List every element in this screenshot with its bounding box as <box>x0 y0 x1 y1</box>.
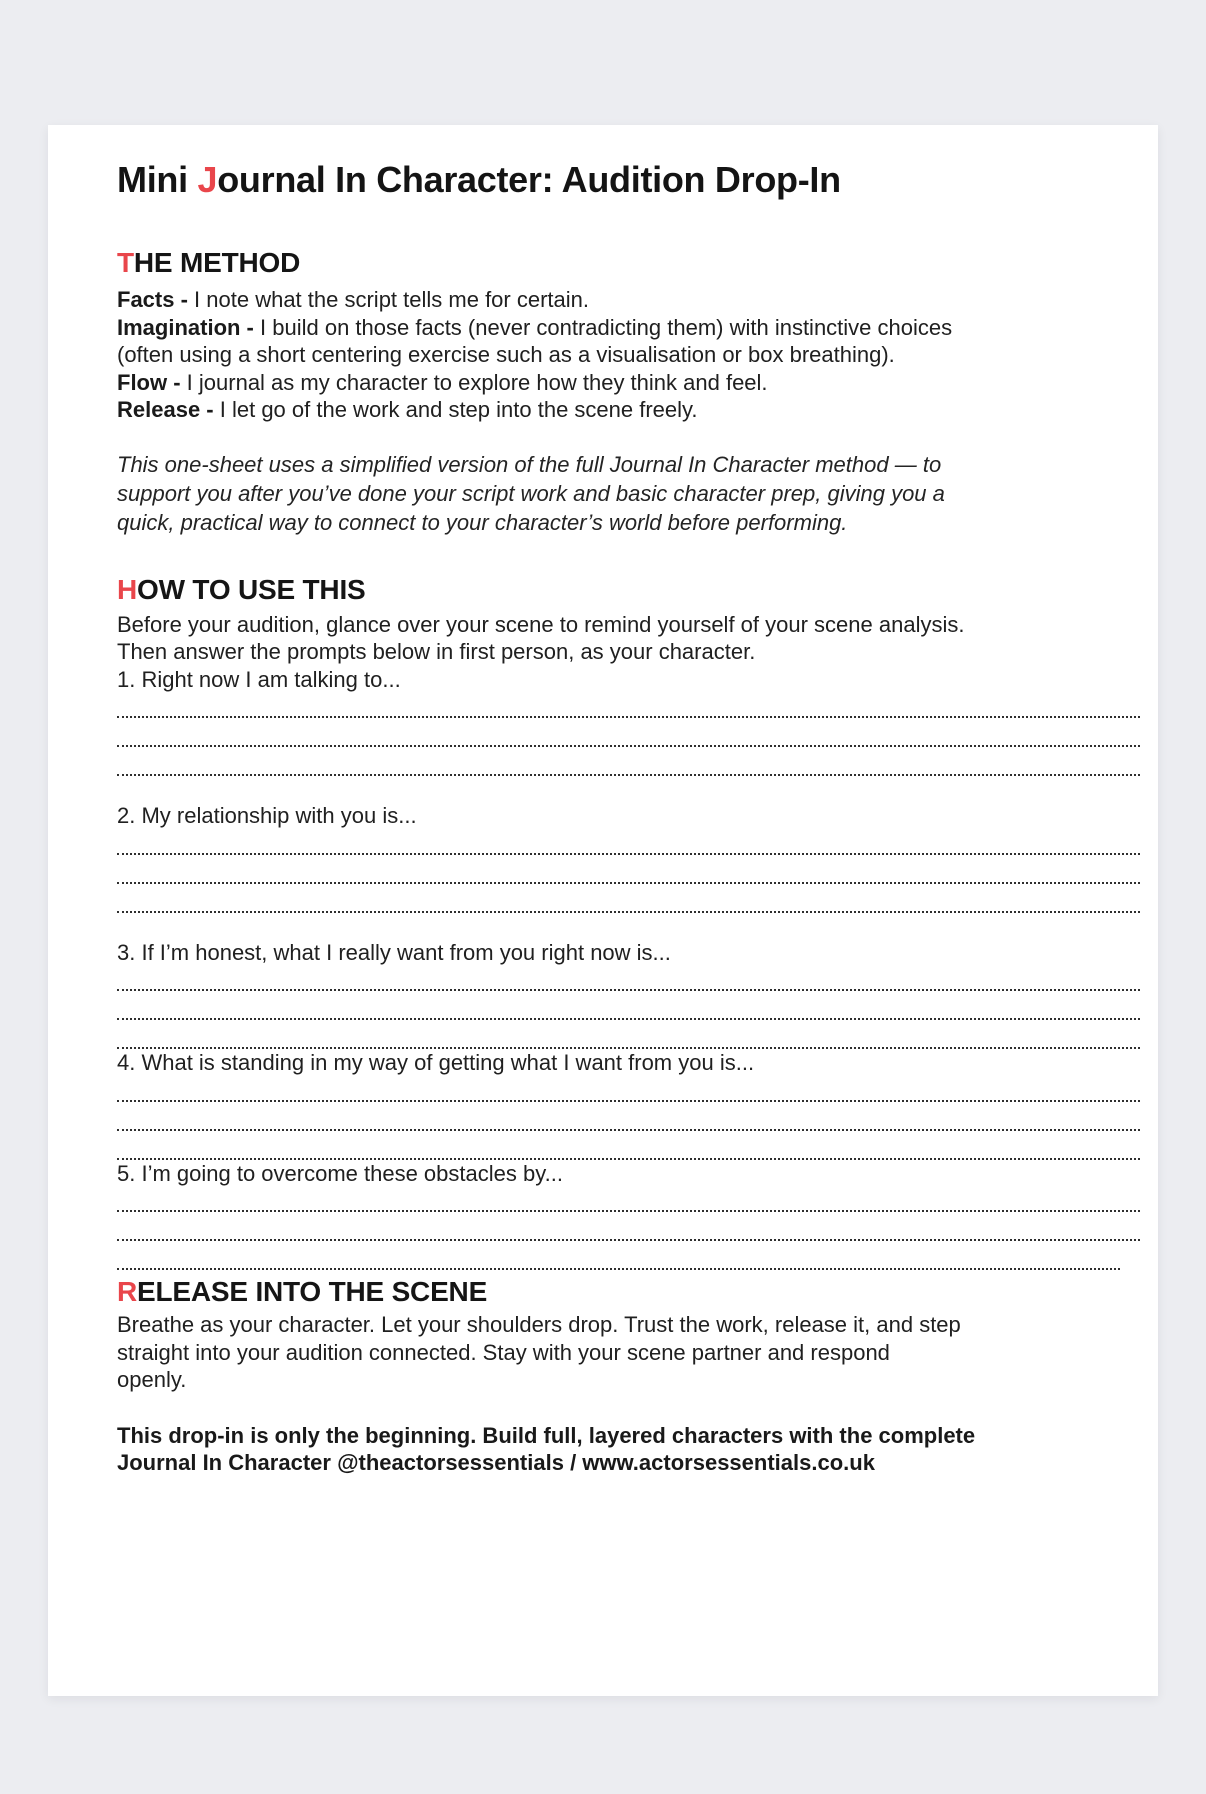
prompt-label: 4. What is standing in my way of getting what I want from you is... <box>117 1050 755 1075</box>
method-definition: I let go of the work and step into the scene freely. <box>219 397 698 422</box>
method-definition: I journal as my character to explore how they think and feel. <box>186 369 768 395</box>
answer-line <box>117 693 1140 718</box>
title-accent-letter: J <box>197 159 218 200</box>
answer-line <box>117 991 1140 1020</box>
answer-line <box>117 1187 1140 1212</box>
method-note-line: This one-sheet uses a simplified version of the full Journal In Character method — to <box>117 451 942 477</box>
document-page <box>48 125 1158 1696</box>
prompt-label: 2. My relationship with you is... <box>117 803 417 828</box>
method-term: Imagination - <box>117 314 254 340</box>
release-line: openly. <box>117 1367 187 1392</box>
answer-line <box>117 1077 1140 1102</box>
release-line: straight into your audition connected. Stay with your scene partner and respond <box>117 1339 890 1365</box>
method-definition: I build on those facts (never contradicting them) with instinctive choices <box>260 314 953 340</box>
title-pre: Mini <box>117 159 198 200</box>
method-line <box>117 396 1140 424</box>
answer-line <box>117 1131 1140 1160</box>
prompt-block-5 <box>117 1160 1140 1271</box>
answer-line <box>117 1020 1140 1049</box>
how-to-intro <box>117 611 1140 666</box>
release-line: Breathe as your character. Let your shoulders drop. Trust the work, release it, and step <box>117 1312 961 1337</box>
prompt-block-4 <box>117 1049 1140 1160</box>
heading-accent-letter: R <box>117 1276 138 1307</box>
prompt-label: 5. I’m going to overcome these obstacles by... <box>117 1160 563 1186</box>
howto-intro-line: Then answer the prompts below in first person, as your character. <box>117 639 756 664</box>
answer-line <box>117 855 1140 884</box>
heading-rest: OW TO USE THIS <box>137 573 366 605</box>
page-title <box>117 158 1140 202</box>
method-note-line: support you after you’ve done your script work and basic character prep, giving you a <box>117 480 945 506</box>
answer-line <box>117 1212 1140 1241</box>
method-list <box>117 286 1140 424</box>
section-heading-method <box>117 246 1140 280</box>
method-term: Facts - <box>117 287 188 312</box>
title-rest: ournal In Character: Audition Drop-In <box>217 159 841 200</box>
prompt-block-2 <box>117 802 1140 913</box>
method-note <box>117 450 1140 537</box>
heading-accent-letter: H <box>117 573 138 605</box>
method-term: Release - <box>117 397 214 422</box>
answer-line <box>117 1102 1140 1131</box>
method-term: Flow - <box>117 369 181 395</box>
howto-intro-line: Before your audition, glance over your scene to remind yourself of your scene analysis. <box>117 611 965 637</box>
answer-line <box>117 1241 1120 1270</box>
heading-accent-letter: T <box>117 247 134 278</box>
footer-line: This drop-in is only the beginning. Build full, layered characters with the complete <box>117 1422 976 1448</box>
heading-rest: HE METHOD <box>133 247 301 278</box>
method-line <box>117 341 1140 369</box>
footer-note <box>117 1422 1140 1477</box>
method-definition: I note what the script tells me for certain. <box>194 287 589 312</box>
heading-rest: ELEASE INTO THE SCENE <box>137 1276 488 1307</box>
section-heading-how-to <box>117 573 1140 607</box>
answer-line <box>117 747 1140 776</box>
answer-line <box>117 830 1140 855</box>
method-line <box>117 314 1140 342</box>
method-note-line: quick, practical way to connect to your character’s world before performing. <box>117 509 848 535</box>
method-line <box>117 369 1140 397</box>
answer-line <box>117 884 1140 913</box>
method-line <box>117 286 1140 314</box>
release-body <box>117 1311 1140 1394</box>
answer-line <box>117 966 1140 991</box>
prompt-block-1 <box>117 666 1140 777</box>
section-heading-release <box>117 1275 1140 1309</box>
answer-line <box>117 718 1140 747</box>
prompt-label: 3. If I’m honest, what I really want from you right now is... <box>117 939 671 965</box>
prompt-label: 1. Right now I am talking to... <box>117 666 401 692</box>
prompt-block-3 <box>117 939 1140 1050</box>
footer-line: Journal In Character @theactorsessentials / www.actorsessentials.co.uk <box>117 1450 875 1475</box>
method-definition: (often using a short centering exercise such as a visualisation or box breathing). <box>117 342 895 367</box>
